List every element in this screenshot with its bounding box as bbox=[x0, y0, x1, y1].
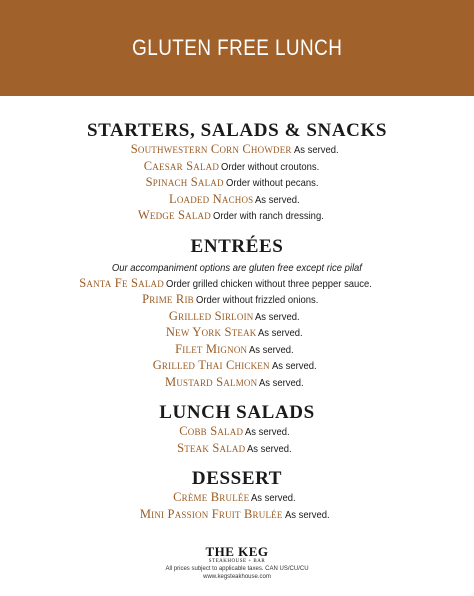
menu-item bbox=[0, 424, 474, 441]
menu-item bbox=[0, 175, 474, 192]
menu-item bbox=[0, 325, 474, 342]
menu-item bbox=[0, 142, 474, 159]
item-description: As served. bbox=[255, 193, 301, 206]
item-description: Order with ranch dressing. bbox=[212, 210, 324, 222]
item-description: As served. bbox=[259, 376, 304, 389]
item-description: As served. bbox=[293, 144, 339, 156]
menu-item bbox=[0, 192, 474, 209]
brand-logo-subtitle: STEAKHOUSE + BAR bbox=[208, 559, 266, 564]
menu-item bbox=[0, 375, 474, 392]
section-title: LUNCH SALADS bbox=[159, 402, 315, 423]
item-name: New York Steak bbox=[165, 325, 257, 339]
item-description: As served. bbox=[247, 442, 292, 455]
item-description: Order without croutons. bbox=[221, 160, 320, 173]
menu-item bbox=[0, 490, 474, 507]
section-title: DESSERT bbox=[191, 468, 283, 489]
item-name: Filet Mignon bbox=[175, 341, 248, 356]
item-name: Wedge Salad bbox=[137, 208, 211, 222]
item-description: As served. bbox=[249, 343, 294, 356]
menu-item bbox=[0, 159, 474, 176]
menu-item bbox=[0, 208, 474, 225]
item-name: Cobb Salad bbox=[179, 424, 244, 438]
item-name: Mini Passion Fruit Brulée bbox=[139, 506, 283, 521]
item-description: As served. bbox=[255, 310, 301, 323]
menu-item bbox=[0, 358, 474, 375]
item-description: As served. bbox=[271, 360, 317, 372]
item-name: Prime Rib bbox=[142, 292, 194, 306]
item-description: As served. bbox=[258, 327, 304, 339]
item-description: As served. bbox=[251, 492, 296, 504]
item-name: Spinach Salad bbox=[145, 175, 224, 189]
item-name: Mustard Salmon bbox=[165, 374, 258, 389]
section-dessert bbox=[0, 468, 474, 523]
section-lunch-salads bbox=[0, 402, 474, 457]
menu-content bbox=[0, 120, 474, 534]
menu-item bbox=[0, 292, 474, 309]
section-entrees bbox=[0, 236, 474, 392]
website-link[interactable]: www.kegsteakhouse.com bbox=[203, 574, 271, 580]
disclaimer-text: All prices subject to applicable taxes. CAN US/CU/CU bbox=[165, 566, 309, 572]
section-starters bbox=[0, 120, 474, 225]
menu-item bbox=[0, 441, 474, 458]
page-title: GLUTEN FREE LUNCH bbox=[131, 35, 343, 60]
menu-item bbox=[0, 309, 474, 326]
item-description: As served. bbox=[245, 426, 290, 438]
menu-item bbox=[0, 507, 474, 524]
item-name: Grilled Sirloin bbox=[168, 308, 254, 323]
item-name: Steak Salad bbox=[177, 440, 246, 455]
footer bbox=[0, 545, 474, 581]
item-name: Southwestern Corn Chowder bbox=[130, 142, 292, 156]
item-name: Santa Fe Salad bbox=[79, 275, 164, 290]
brand-logo: THE KEG bbox=[205, 544, 269, 559]
item-name: Crème Brulée bbox=[173, 490, 250, 504]
item-name: Grilled Thai Chicken bbox=[152, 358, 270, 372]
item-name: Loaded Nachos bbox=[169, 191, 254, 206]
item-description: Order without pecans. bbox=[225, 177, 319, 189]
item-name: Caesar Salad bbox=[143, 158, 220, 173]
item-description: Order grilled chicken without three pepper sauce. bbox=[165, 277, 372, 290]
item-description: Order without frizzled onions. bbox=[195, 294, 319, 306]
header-banner bbox=[0, 0, 474, 96]
section-note: Our accompaniment options are gluten free except rice pilaf bbox=[111, 261, 363, 274]
item-description: As served. bbox=[284, 508, 330, 521]
section-title: ENTRÉES bbox=[190, 235, 284, 257]
menu-item bbox=[0, 342, 474, 359]
menu-item bbox=[0, 276, 474, 293]
section-title: STARTERS, SALADS & SNACKS bbox=[86, 120, 388, 141]
